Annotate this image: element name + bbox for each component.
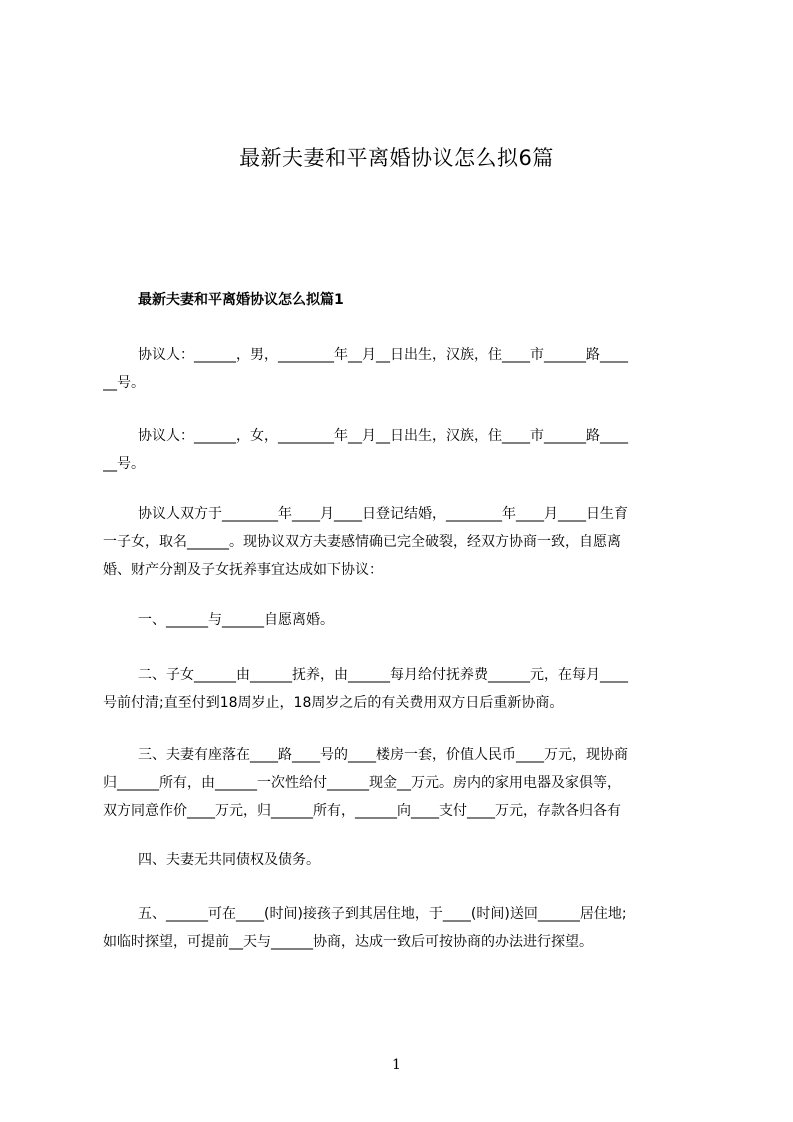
paragraph-line: 号前付清;直至付到18周岁止，18周岁之后的有关费用双方日后重新协商。 bbox=[103, 695, 564, 711]
paragraph-marriage-info bbox=[103, 500, 703, 584]
paragraph-party-male bbox=[103, 341, 703, 397]
clause-1 bbox=[103, 606, 703, 634]
paragraph-line: __号。 bbox=[103, 375, 145, 391]
paragraph-line: 婚、财产分割及子女抚养事宜达成如下协议： bbox=[103, 562, 383, 578]
paragraph-line: 双方同意作价____万元，归______所有，______向____支付____万元，存款各归各有 bbox=[103, 803, 621, 819]
document-title: 最新夫妻和平离婚协议怎么拟6篇 bbox=[239, 146, 554, 170]
paragraph-line: 协议人双方于________年____月____日登记结婚，________年____月____日生育 bbox=[138, 506, 628, 522]
paragraph-line: 一子女，取名______。现协议双方夫妻感情确已完全破裂，经双方协商一致，自愿离 bbox=[103, 534, 621, 550]
paragraph-line: __号。 bbox=[103, 456, 145, 472]
page-number: 1 bbox=[392, 1057, 401, 1073]
paragraph-line: 一、______与______自愿离婚。 bbox=[138, 612, 334, 628]
section-heading: 最新夫妻和平离婚协议怎么拟篇1 bbox=[138, 292, 344, 308]
clause-5 bbox=[103, 900, 703, 956]
paragraph-line: 四、夫妻无共同债权及债务。 bbox=[138, 852, 320, 868]
paragraph-line: 如临时探望，可提前__天与______协商，达成一致后可按协商的办法进行探望。 bbox=[103, 934, 593, 950]
clause-2 bbox=[103, 661, 703, 717]
paragraph-line: 归______所有，由______一次性给付______现金__万元。房内的家用电器及家俱等， bbox=[103, 775, 621, 791]
paragraph-line: 协议人：______，女，________年__月__日出生，汉族，住____市______路____ bbox=[138, 428, 628, 444]
paragraph-party-female bbox=[103, 422, 703, 478]
clause-4 bbox=[103, 846, 703, 874]
paragraph-line: 二、子女______由______抚养，由______每月给付抚养费______元，在每月____ bbox=[138, 667, 628, 683]
paragraph-line: 三、夫妻有座落在____路____号的____楼房一套，价值人民币____万元，现协商 bbox=[138, 747, 628, 763]
clause-3 bbox=[103, 741, 703, 825]
paragraph-line: 协议人：______，男，________年__月__日出生，汉族，住____市______路____ bbox=[138, 347, 628, 363]
paragraph-line: 五、______可在____(时间)接孩子到其居住地，于____(时间)送回______居住地; bbox=[138, 906, 627, 922]
